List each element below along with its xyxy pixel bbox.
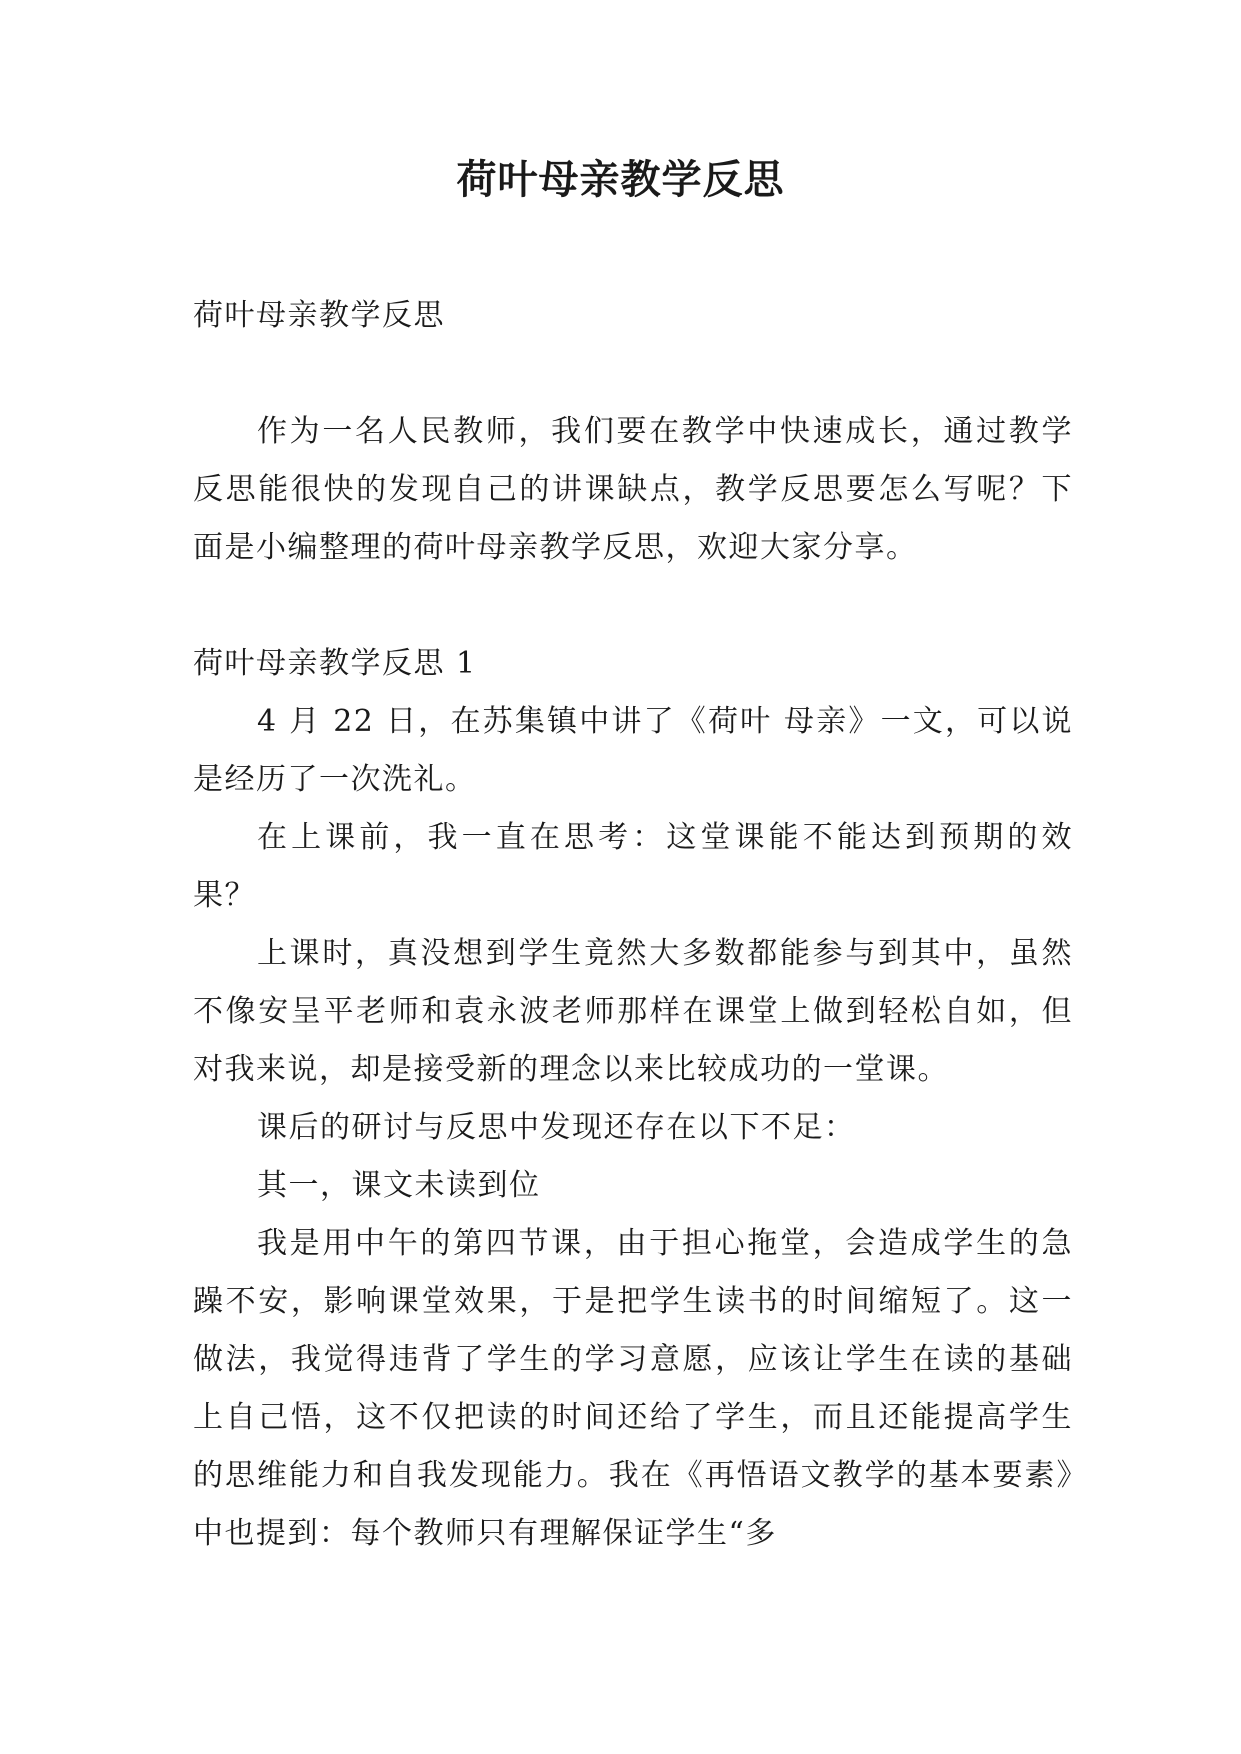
body-paragraph: 上课时，真没想到学生竟然大多数都能参与到其中，虽然不像安呈平老师和袁永波老师那样在课堂上做到轻松自如，但对我来说，却是接受新的理念以来比较成功的一堂课。 [193, 936, 1073, 1087]
body-paragraph: 4 月 22 日，在苏集镇中讲了《荷叶 母亲》一文，可以说是经历了一次洗礼。 [193, 704, 1073, 797]
intro-paragraph: 作为一名人民教师，我们要在教学中快速成长，通过教学反思能很快的发现自己的讲课缺点，教学反思要怎么写呢？下面是小编整理的荷叶母亲教学反思，欢迎大家分享。 [193, 414, 1073, 565]
body-paragraph: 其一，课文未读到位 [257, 1168, 541, 1203]
body-paragraph: 在上课前，我一直在思考：这堂课能不能达到预期的效果？ [193, 820, 1073, 913]
document-body [193, 287, 1073, 1563]
body-paragraph: 我是用中午的第四节课，由于担心拖堂，会造成学生的急躁不安，影响课堂效果，于是把学生读书的时间缩短了。这一做法，我觉得违背了学生的学习意愿，应该让学生在读的基础上自己悟，这不仅把读的时间还给了学生，而且还能提高学生的思维能力和自我发现能力。我在《再悟语文教学的基本要素》中也提到：每个教师只有理解保证学生“多 [193, 1226, 1073, 1551]
document-title: 荷叶母亲教学反思 [456, 156, 785, 203]
section-heading: 荷叶母亲教学反思 1 [193, 646, 477, 681]
body-paragraph: 课后的研讨与反思中发现还存在以下不足： [257, 1110, 856, 1145]
document-subtitle: 荷叶母亲教学反思 [193, 298, 445, 333]
